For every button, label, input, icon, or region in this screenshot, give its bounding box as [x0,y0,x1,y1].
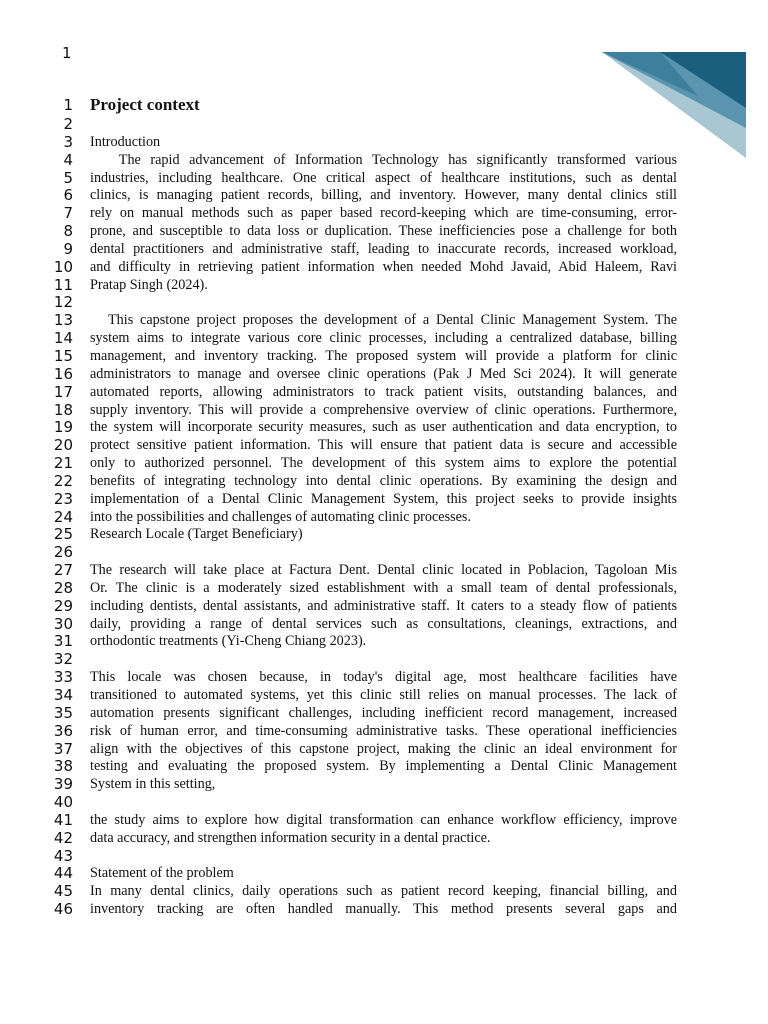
line-number: 28 [53,578,73,597]
line-number: 41 [53,810,73,829]
line-number: 24 [53,507,73,526]
document-line [0,723,768,741]
document-line [0,312,768,330]
line-number: 1 [63,96,73,114]
document-line [0,705,768,723]
line-number: 21 [53,454,73,473]
line-number: 44 [53,864,73,883]
line-number: 14 [53,329,73,348]
line-number: 40 [53,793,73,812]
line-text: rely on manual methods such as paper based record-keeping which are time-consuming, error- [90,205,677,222]
document-line [0,402,768,420]
line-text: The research will take place at Factura Dent. Dental clinic located in Poblacion, Tagoloan Mis [90,562,677,579]
line-number: 33 [53,668,73,687]
line-number: 18 [53,400,73,419]
line-text: Statement of the problem [90,865,234,882]
document-line [0,633,768,651]
line-number: 7 [63,204,73,223]
line-text: industries, including healthcare. One critical aspect of healthcare institutions, such as dental [90,169,677,186]
line-text: risk of human error, and time-consuming administrative tasks. These operational inefficiencies [90,722,677,739]
line-text: In many dental clinics, daily operations such as patient record keeping, financial billing, and [90,883,677,900]
line-number: 45 [53,882,73,901]
document-line [0,741,768,759]
document-line [0,598,768,616]
section-title: Project context [90,95,200,114]
line-number: 27 [53,561,73,580]
line-text: administrators to manage and oversee clinic operations (Pak J Med Sci 2024). It will generate [90,365,677,382]
document-line [0,901,768,919]
line-text: into the possibilities and challenges of automating clinic processes. [90,508,472,525]
document-line [0,259,768,277]
line-number: 38 [53,757,73,776]
document-line [0,384,768,402]
line-text: system aims to integrate various core clinic processes, including a centralized database, billing [90,330,677,347]
line-text: the study aims to explore how digital transformation can enhance workflow efficiency, improve [90,811,677,828]
line-number: 6 [63,186,73,205]
document-line [0,883,768,901]
document-line [0,455,768,473]
document-line [0,366,768,384]
line-number: 17 [53,382,73,401]
line-text: daily, providing a range of dental services such as consultations, cleanings, extractions, and [90,615,677,632]
document-line [0,348,768,366]
document-line [0,776,768,794]
document-line [0,812,768,830]
line-text: prone, and susceptible to data loss or duplication. These inefficiencies pose a challenge for both [90,223,677,240]
line-text: clinics, is managing patient records, billing, and inventory. However, many dental clinics still [90,187,677,204]
line-number: 12 [53,293,73,312]
document-line [0,687,768,705]
line-number: 11 [53,275,73,294]
line-text: inventory tracking are often handled manually. This method presents several gaps and [90,901,677,918]
document-line [0,134,768,152]
line-number: 39 [53,775,73,794]
line-text: Research Locale (Target Beneficiary) [90,526,303,543]
line-text: protect sensitive patient information. This will ensure that patient data is secure and accessible [90,437,677,454]
line-number: 30 [53,614,73,633]
document-line [0,241,768,259]
document-line [0,152,768,170]
document-line [0,419,768,437]
document-line [0,526,768,544]
document-line [0,544,768,562]
line-text: the system will incorporate security measures, such as user authentication and data encryption, to [90,419,677,436]
document-line [0,205,768,223]
line-number: 4 [63,150,73,169]
document-line [0,170,768,188]
line-text: This locale was chosen because, in today's digital age, most healthcare facilities have [90,669,677,686]
line-number: 29 [53,596,73,615]
document-line [0,848,768,866]
line-number: 34 [53,686,73,704]
line-number: 15 [53,346,73,365]
line-number: 46 [53,900,73,919]
line-text: management, and inventory tracking. The proposed system will provide a platform for clinic [90,347,677,364]
line-text: This capstone project proposes the development of a Dental Clinic Management System. The [108,312,677,329]
line-number: 10 [53,257,73,276]
line-text: only to authorized personnel. The development of this system aims to explore the potential [90,455,677,472]
line-text: Or. The clinic is a moderately sized establishment with a small team of dental professionals, [90,579,677,596]
document-line [0,758,768,776]
page-number: 1 [62,44,72,62]
document-line [0,562,768,580]
line-number: 32 [53,650,73,669]
document-line [0,794,768,812]
line-text: data accuracy, and strengthen information security in a dental practice. [90,829,491,846]
line-number: 31 [53,632,73,651]
line-text: The rapid advancement of Information Technology has significantly transformed various [118,151,677,168]
line-number: 43 [53,846,73,865]
line-text: automation presents significant challenges, including inefficient record management, increased [90,704,677,721]
line-text: and difficulty in retrieving patient information when needed Mohd Javaid, Abid Haleem, Ravi [90,258,677,275]
document-line [0,580,768,598]
document-line [0,491,768,509]
line-number: 37 [53,739,73,758]
line-number: 25 [53,525,73,544]
line-number: 22 [53,471,73,490]
line-text: transitioned to automated systems, yet this clinic still relies on manual processes. The lack of [90,687,677,703]
document-line [0,223,768,241]
line-text: including dentists, dental assistants, and administrative staff. It caters to a steady flow of patients [90,597,677,614]
document-line [0,187,768,205]
line-text: align with the objectives of this capstone project, making the clinic an ideal environment for [90,740,677,757]
line-text: Introduction [90,133,161,150]
document-line [0,865,768,883]
line-text: implementation of a Dental Clinic Management System, this project seeks to provide insights [90,490,677,507]
document-line [0,330,768,348]
line-number: 3 [63,132,73,151]
document-line [0,294,768,312]
line-number: 35 [53,703,73,722]
line-number: 5 [63,168,73,187]
line-text: testing and evaluating the proposed system. By implementing a Dental Clinic Management [90,758,677,775]
document-line [0,616,768,634]
document-line [0,437,768,455]
line-text: dental practitioners and administrative staff, leading to inaccurate records, increased workload, [90,240,677,257]
document-line [0,669,768,687]
line-number: 19 [53,418,73,437]
line-number: 9 [63,239,73,258]
line-number: 26 [53,543,73,562]
document-line [0,94,768,116]
document-body [0,94,768,919]
line-text: Pratap Singh (2024). [90,276,208,293]
line-text: automated reports, allowing administrators to track patient visits, outstanding balances, and [90,383,677,400]
line-text: supply inventory. This will provide a comprehensive overview of clinic operations. Furthermore, [90,401,677,418]
document-line [0,277,768,295]
line-text: benefits of integrating technology into dental clinic operations. By examining the design and [90,472,677,489]
document-line [0,509,768,527]
line-text: System in this setting, [90,776,216,793]
line-text: orthodontic treatments (Yi-Cheng Chiang 2023). [90,633,367,650]
line-number: 20 [53,436,73,455]
line-number: 13 [53,311,73,330]
document-line [0,651,768,669]
document-line [0,830,768,848]
line-number: 42 [53,828,73,847]
document-line [0,116,768,134]
line-number: 2 [63,115,73,133]
document-line [0,473,768,491]
line-number: 36 [53,721,73,740]
line-number: 8 [63,222,73,241]
line-number: 23 [53,489,73,508]
line-number: 16 [53,364,73,383]
